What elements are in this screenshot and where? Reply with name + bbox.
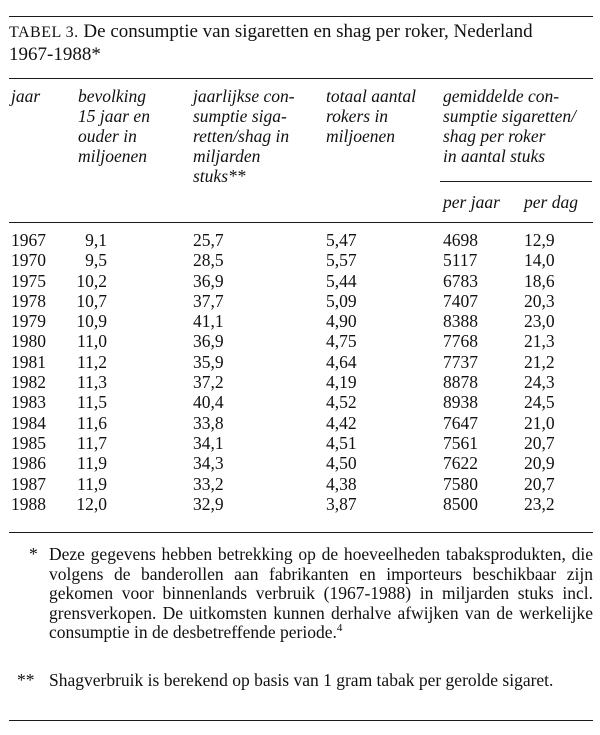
cell-bevolking: 9,1 [85, 230, 107, 250]
cell-per-dag: 20,3 [524, 290, 555, 311]
cell-rokers: 5,57 [326, 250, 357, 271]
subheader-rule [440, 181, 592, 182]
table-row [0, 413, 600, 433]
cell-per-dag: 24,3 [524, 372, 555, 393]
cell-per-jaar: 8500 [443, 493, 478, 514]
cell-bevolking: 11,3 [77, 372, 107, 393]
cell-jaar: 1981 [11, 351, 46, 372]
cell-consumptie: 34,3 [193, 453, 224, 474]
footnote-1-reference: 4 [336, 622, 343, 635]
table-row [0, 433, 600, 453]
cell-rokers: 4,38 [326, 473, 357, 494]
cell-rokers: 4,42 [326, 412, 357, 433]
cell-jaar: 1983 [11, 392, 46, 413]
cell-rokers: 5,09 [326, 290, 357, 311]
cell-rokers: 3,87 [326, 493, 357, 514]
cell-consumptie: 35,9 [193, 351, 224, 372]
table-title [9, 21, 593, 66]
header-rokers: totaal aantal rokers in miljoenen [326, 86, 416, 146]
title-text-line1: De consumptie van sigaretten en shag per roker, Nederland [83, 21, 533, 42]
cell-per-dag: 21,3 [524, 331, 555, 352]
cell-per-dag: 23,2 [524, 493, 555, 514]
bottom-rule [9, 720, 593, 721]
cell-per-jaar: 7407 [443, 290, 478, 311]
cell-jaar: 1988 [11, 493, 46, 514]
cell-per-dag: 21,0 [524, 412, 555, 433]
cell-per-jaar: 7580 [443, 473, 478, 494]
cell-per-jaar: 7647 [443, 412, 478, 433]
table-row [0, 392, 600, 412]
table-row [0, 250, 600, 270]
cell-per-jaar: 8938 [443, 392, 478, 413]
cell-per-dag: 12,9 [524, 230, 555, 250]
cell-per-jaar: 7561 [443, 432, 478, 453]
table-row [0, 474, 600, 494]
header-gemiddelde: gemiddelde con- sumptie sigaretten/ shag per roker in aantal stuks [443, 86, 577, 166]
cell-jaar: 1979 [11, 311, 46, 332]
cell-rokers: 5,44 [326, 270, 357, 291]
table-row [0, 453, 600, 473]
cell-bevolking: 12,0 [76, 493, 107, 514]
cell-per-jaar: 5117 [443, 250, 478, 271]
cell-per-jaar: 4698 [443, 230, 478, 250]
table-row [0, 230, 600, 250]
cell-jaar: 1967 [11, 230, 46, 250]
header-bottom-rule [9, 222, 593, 223]
footnote-2-mark: ** [17, 670, 35, 690]
cell-bevolking: 10,2 [76, 270, 107, 291]
footnote-1 [9, 545, 593, 675]
cell-per-dag: 21,2 [524, 351, 555, 372]
cell-bevolking: 11,5 [77, 392, 107, 413]
cell-jaar: 1975 [11, 270, 46, 291]
title-text-line2: 1967-1988* [9, 44, 101, 65]
cell-consumptie: 33,8 [193, 412, 224, 433]
table-label: TABEL 3. [9, 24, 79, 41]
cell-bevolking: 11,2 [77, 351, 107, 372]
cell-bevolking: 11,6 [77, 412, 107, 433]
header-top-rule [9, 78, 593, 79]
header-bevolking: bevolking 15 jaar en ouder in miljoenen [78, 86, 150, 166]
cell-bevolking: 11,9 [77, 473, 107, 494]
cell-rokers: 4,90 [326, 311, 357, 332]
cell-consumptie: 41,1 [193, 311, 224, 332]
cell-jaar: 1982 [11, 372, 46, 393]
cell-consumptie: 37,7 [193, 290, 224, 311]
cell-consumptie: 28,5 [193, 250, 224, 271]
cell-bevolking: 11,9 [77, 453, 107, 474]
cell-consumptie: 25,7 [193, 230, 224, 250]
footnote-1-mark: * [29, 544, 38, 564]
cell-per-dag: 20,7 [524, 432, 555, 453]
cell-per-jaar: 7768 [443, 331, 478, 352]
header-jaar: jaar [11, 86, 41, 106]
cell-per-dag: 14,0 [524, 250, 555, 271]
cell-consumptie: 33,2 [193, 473, 224, 494]
cell-per-dag: 23,0 [524, 311, 555, 332]
cell-per-jaar: 8878 [443, 372, 478, 393]
cell-consumptie: 34,1 [193, 432, 224, 453]
cell-jaar: 1984 [11, 412, 46, 433]
cell-rokers: 4,51 [326, 432, 357, 453]
table-row [0, 291, 600, 311]
header-per-jaar: per jaar [443, 192, 500, 212]
cell-per-dag: 24,5 [524, 392, 555, 413]
cell-consumptie: 36,9 [193, 331, 224, 352]
header-consumptie: jaarlijkse con- sumptie siga- retten/shag in miljarden stuks** [193, 86, 295, 186]
table-body [0, 230, 600, 514]
cell-per-dag: 18,6 [524, 270, 555, 291]
cell-bevolking: 9,5 [85, 250, 107, 271]
cell-per-jaar: 7737 [443, 351, 478, 372]
cell-jaar: 1987 [11, 473, 46, 494]
cell-consumptie: 32,9 [193, 493, 224, 514]
footnote-2-text: Shagverbruik is berekend op basis van 1 gram tabak per gerolde sigaret. [49, 670, 554, 690]
cell-consumptie: 37,2 [193, 372, 224, 393]
cell-jaar: 1970 [11, 250, 46, 271]
header-per-dag: per dag [524, 192, 578, 212]
cell-per-jaar: 6783 [443, 270, 478, 291]
table-row [0, 494, 600, 514]
cell-consumptie: 36,9 [193, 270, 224, 291]
footnote-1-text: Deze gegevens hebben betrekking op de hoeveelheden tabaksprodukten, die volgens de banderollen aan fabrikanten en importeurs beschikbaar zijn gekomen voor binnenlands verbruik (1967-1988) in miljarden stuks incl. grensverkopen. De uitkomsten kunnen derhalve afwijken van de werkelijke consumptie in de desbetreffende periode.$^4$ [49, 544, 593, 642]
cell-bevolking: 11,0 [77, 331, 107, 352]
table-bottom-rule [9, 532, 593, 533]
cell-per-dag: 20,9 [524, 453, 555, 474]
footnote-2 [9, 671, 593, 713]
cell-consumptie: 40,4 [193, 392, 224, 413]
cell-jaar: 1980 [11, 331, 46, 352]
cell-per-jaar: 8388 [443, 311, 478, 332]
cell-jaar: 1985 [11, 432, 46, 453]
cell-rokers: 4,75 [326, 331, 357, 352]
cell-rokers: 5,47 [326, 230, 357, 250]
cell-bevolking: 10,9 [76, 311, 107, 332]
table-row [0, 311, 600, 331]
cell-per-dag: 20,7 [524, 473, 555, 494]
cell-rokers: 4,52 [326, 392, 357, 413]
cell-jaar: 1986 [11, 453, 46, 474]
table-row [0, 271, 600, 291]
cell-bevolking: 10,7 [76, 290, 107, 311]
table-row [0, 331, 600, 351]
cell-per-jaar: 7622 [443, 453, 478, 474]
cell-rokers: 4,64 [326, 351, 357, 372]
table-row [0, 372, 600, 392]
cell-jaar: 1978 [11, 290, 46, 311]
cell-bevolking: 11,7 [77, 432, 107, 453]
cell-rokers: 4,19 [326, 372, 357, 393]
cell-rokers: 4,50 [326, 453, 357, 474]
top-rule [9, 16, 593, 17]
table-row [0, 352, 600, 372]
